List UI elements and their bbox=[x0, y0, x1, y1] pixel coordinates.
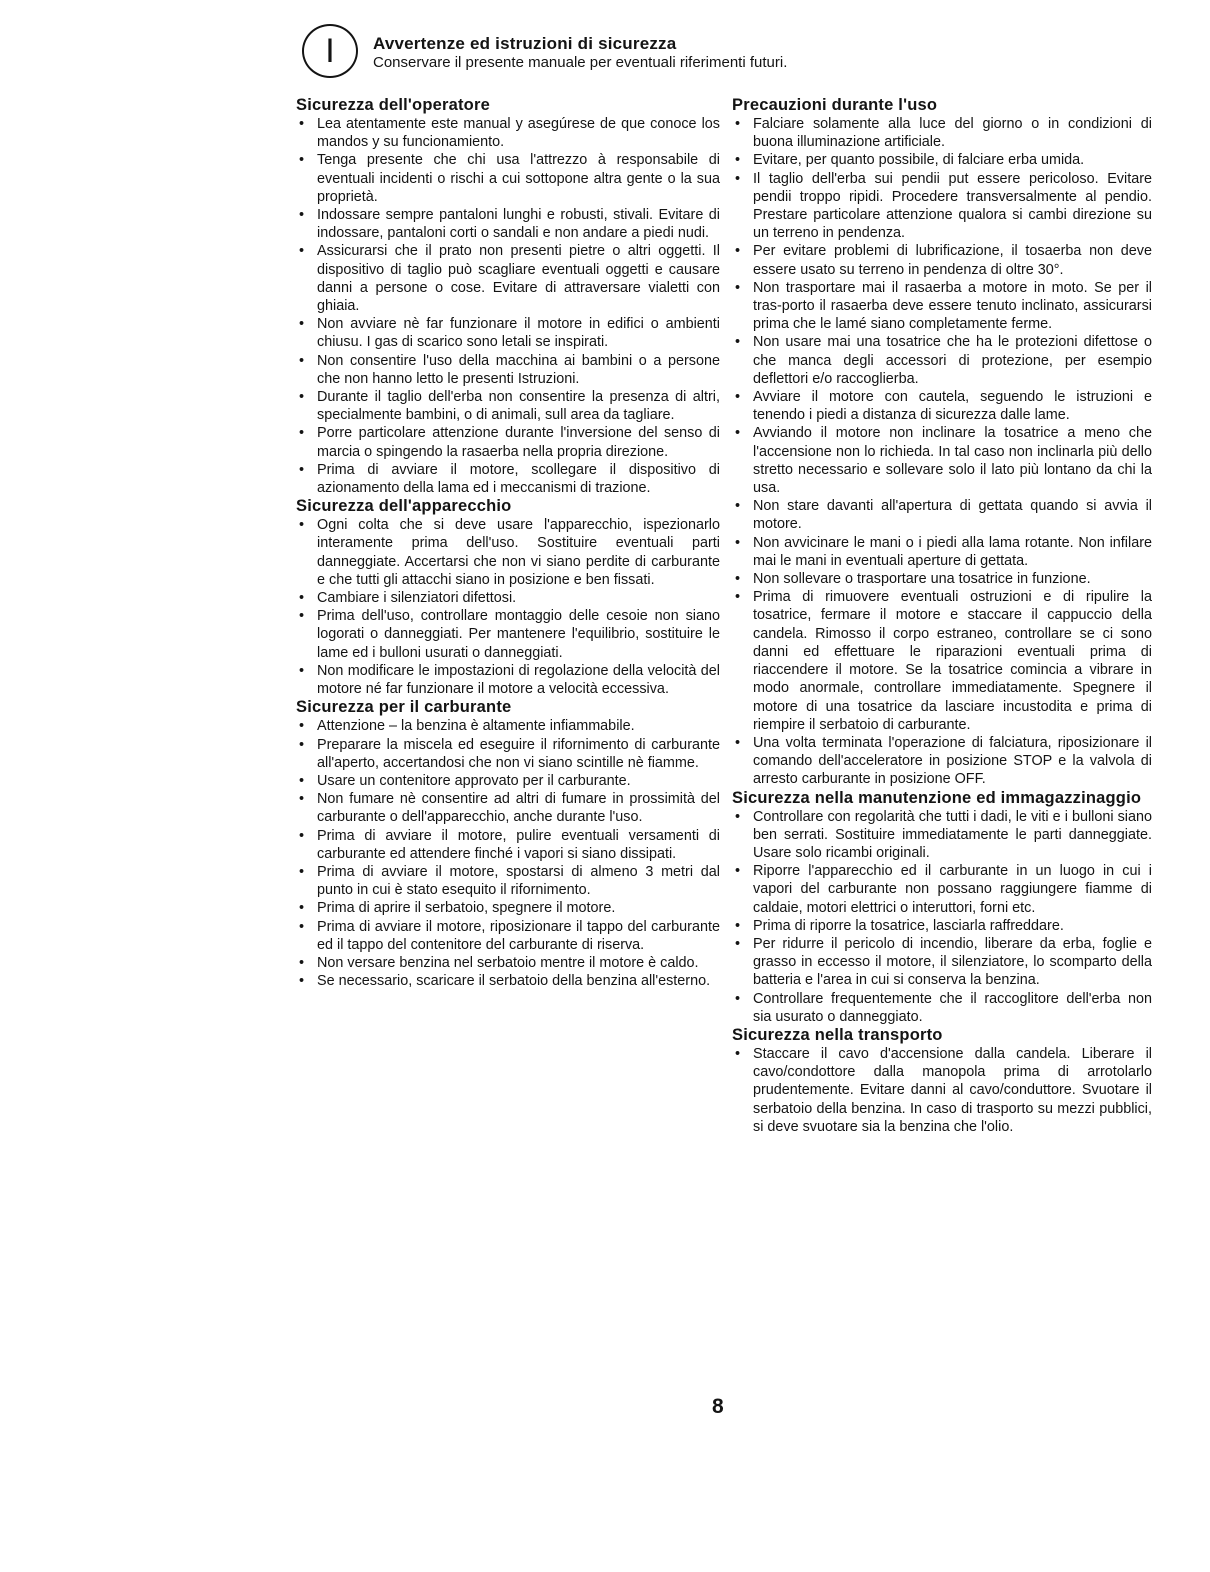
list-item bbox=[296, 461, 720, 497]
list-item bbox=[296, 736, 720, 772]
list-item bbox=[732, 170, 1152, 243]
bullet-icon: • bbox=[735, 734, 741, 751]
list-item-text: Ogni colta che si deve usare l'apparecchio, ispezionarlo interamente prima dell'uso. Sostituire eventuali parti danneggiate. Accertarsi che non vi siano perdite di carburante e che tutti gli attacchi siano in posizione e ben fissati. bbox=[317, 517, 720, 588]
list-item-text: Non modificare le impostazioni di regolazione della velocità del motore né far funzionare il motore a velocità eccessiva. bbox=[317, 662, 720, 698]
list-item bbox=[732, 588, 1152, 734]
bullet-icon: • bbox=[299, 791, 305, 808]
bullet-list bbox=[732, 808, 1152, 1026]
list-item-text: Non avvicinare le mani o i piedi alla lama rotante. Non infilare mai le mani in eventuali aperture di gettata. bbox=[753, 534, 1152, 569]
bullet-icon: • bbox=[299, 608, 305, 625]
bullet-icon: • bbox=[299, 152, 305, 169]
list-item-text: Prima di avviare il motore, riposizionare il tappo del carburante ed il tappo del contenitore del carburante di riserva. bbox=[317, 918, 720, 953]
language-badge: I bbox=[302, 24, 358, 78]
list-item bbox=[732, 151, 1152, 169]
section-title: Sicurezza dell'operatore bbox=[296, 96, 490, 114]
list-item bbox=[296, 863, 720, 899]
list-item bbox=[296, 151, 720, 206]
bullet-icon: • bbox=[299, 352, 305, 369]
bullet-icon: • bbox=[299, 772, 305, 789]
bullet-icon: • bbox=[299, 900, 305, 917]
list-item-text: Controllare con regolarità che tutti i dadi, le viti e i bulloni siano ben serrati. Sostituire immediatamente le parti danneggiate. Usare solo ricambi originali. bbox=[753, 808, 1152, 861]
list-item-text: Falciare solamente alla luce del giorno o in condizioni di buona illuminazione artificiale. bbox=[753, 116, 1152, 151]
list-item bbox=[732, 534, 1152, 570]
list-item-text: Non consentire l'uso della macchina ai bambini o a persone che non hanno letto le presenti Istruzioni. bbox=[317, 352, 720, 387]
list-item bbox=[732, 1045, 1152, 1136]
list-item-text: Non avviare nè far funzionare il motore in edifici o ambienti chiusu. I gas di scarico sono letali se inspirati. bbox=[317, 316, 720, 351]
bullet-icon: • bbox=[299, 662, 305, 679]
section bbox=[732, 1026, 1152, 1136]
bullet-icon: • bbox=[299, 918, 305, 935]
list-item bbox=[732, 862, 1152, 917]
bullet-icon: • bbox=[299, 517, 305, 534]
list-item bbox=[732, 990, 1152, 1026]
list-item bbox=[296, 899, 720, 917]
list-item bbox=[296, 954, 720, 972]
bullet-icon: • bbox=[299, 973, 305, 990]
bullet-list bbox=[296, 717, 720, 990]
list-item-text: Cambiare i silenziatori difettosi. bbox=[317, 590, 517, 607]
list-item bbox=[296, 662, 720, 698]
bullet-list bbox=[296, 115, 720, 497]
section-title: Sicurezza nella transporto bbox=[732, 1025, 943, 1044]
list-item bbox=[732, 917, 1152, 935]
document-title: Avvertenze ed istruzioni di sicurezza bbox=[373, 34, 677, 53]
list-item bbox=[296, 607, 720, 662]
list-item-text: Riporre l'apparecchio ed il carburante in un luogo in cui i vapori del carburante non possano raggiungere fiamme di caldaie, motori elettrici o interuttori, forni etc. bbox=[753, 863, 1152, 916]
list-item bbox=[732, 333, 1152, 388]
list-item bbox=[296, 772, 720, 790]
list-item bbox=[732, 808, 1152, 863]
bullet-icon: • bbox=[299, 425, 305, 442]
list-item bbox=[296, 516, 720, 589]
bullet-icon: • bbox=[299, 116, 305, 132]
list-item-text: Prima dell'uso, controllare montaggio delle cesoie non siano logorati o danneggiati. Per mantenere l'equilibrio, sostituire le lame ed i bulloni usurati o danneggiati. bbox=[317, 608, 720, 661]
list-item bbox=[296, 717, 720, 735]
list-item-text: Preparare la miscela ed eseguire il rifornimento di carburante all'aperto, accertandosi che non vi siano scintille nè fiamme. bbox=[317, 736, 720, 771]
bullet-icon: • bbox=[735, 534, 741, 551]
section bbox=[296, 698, 720, 990]
bullet-icon: • bbox=[299, 863, 305, 880]
list-item-text: Se necessario, scaricare il serbatoio della benzina all'esterno. bbox=[317, 973, 711, 990]
bullet-icon: • bbox=[735, 152, 741, 169]
list-item bbox=[732, 388, 1152, 424]
bullet-icon: • bbox=[299, 590, 305, 607]
document-header bbox=[298, 22, 938, 82]
list-item-text: Lea atentamente este manual y asegúrese de que conoce los mandos y su funcionamiento. bbox=[317, 116, 720, 151]
list-item-text: Prima di aprire il serbatoio, spegnere il motore. bbox=[317, 900, 616, 917]
list-item bbox=[732, 115, 1152, 151]
list-item-text: Non fumare nè consentire ad altri di fumare in prossimità del carburante o dell'apparecchio, anche durante l'uso. bbox=[317, 791, 720, 826]
bullet-icon: • bbox=[735, 917, 741, 934]
list-item bbox=[732, 424, 1152, 497]
list-item bbox=[296, 206, 720, 242]
list-item bbox=[296, 827, 720, 863]
bullet-icon: • bbox=[299, 718, 305, 735]
page-number: 8 bbox=[712, 1395, 724, 1418]
list-item-text: Prima di avviare il motore, scollegare il dispositivo di azionamento della lama ed i meccanismi di trazione. bbox=[317, 461, 720, 497]
list-item bbox=[296, 388, 720, 424]
section-title: Sicurezza dell'apparecchio bbox=[296, 497, 512, 516]
document-subtitle: Conservare il presente manuale per eventuali riferimenti futuri. bbox=[373, 54, 788, 71]
list-item-text: Avviare il motore con cautela, seguendo le istruzioni e tenendo i piedi a distanza di sicurezza dalle lame. bbox=[753, 389, 1152, 424]
list-item-text: Per ridurre il pericolo di incendio, liberare da erba, foglie e grasso in eccesso il motore, il silenziatore, lo scomparto della batteria e l'area in cui si conserva la benzina. bbox=[753, 935, 1152, 989]
bullet-icon: • bbox=[299, 243, 305, 260]
bullet-icon: • bbox=[735, 279, 741, 296]
bullet-icon: • bbox=[735, 808, 741, 825]
list-item-text: Il taglio dell'erba sui pendii put essere pericoloso. Evitare pendii troppo ripidi. Procedere transversalmente al pendio. Prestare particolare attenzione qualora si cambi direzione su un terreno in pendenza. bbox=[753, 170, 1152, 242]
right-column bbox=[732, 96, 1152, 1136]
left-column bbox=[296, 96, 720, 990]
section bbox=[296, 497, 720, 698]
list-item-text: Prima di avviare il motore, pulire eventuali versamenti di carburante ed attendere finché i vapori si siano dissipati. bbox=[317, 827, 720, 862]
list-item bbox=[732, 935, 1152, 990]
bullet-icon: • bbox=[735, 116, 741, 132]
bullet-icon: • bbox=[299, 207, 305, 224]
list-item bbox=[732, 570, 1152, 588]
list-item-text: Controllare frequentemente che il raccoglitore dell'erba non sia usurato o danneggiato. bbox=[753, 990, 1152, 1025]
list-item-text: Non usare mai una tosatrice che ha le protezioni difettose o che manca degli accessori di protezione, per esempio deflettori e/o raccoglierba. bbox=[753, 334, 1152, 387]
bullet-icon: • bbox=[735, 571, 741, 588]
list-item-text: Assicurarsi che il prato non presenti pietre o altri oggetti. Il dispositivo di taglio può scagliare eventuali oggetti e causare danni a persone o cose. Evitare di attraversare vialetti con ghiaia. bbox=[317, 243, 720, 315]
bullet-icon: • bbox=[299, 954, 305, 971]
list-item bbox=[296, 352, 720, 388]
list-item-text: Indossare sempre pantaloni lunghi e robusti, stivali. Evitare di indossare, pantaloni corti o sandali e non andare a piedi nudi. bbox=[317, 207, 720, 242]
list-item-text: Una volta terminata l'operazione di falciatura, riposizionare il comando dell'acceleratore in posizione STOP e la valvola di arresto carburante in posizione OFF. bbox=[753, 734, 1152, 788]
bullet-icon: • bbox=[735, 589, 741, 606]
bullet-icon: • bbox=[735, 498, 741, 515]
section bbox=[732, 96, 1152, 789]
list-item-text: Prima di avviare il motore, spostarsi di almeno 3 metri dal punto in cui è stato esequito il rifornimento. bbox=[317, 863, 720, 899]
section-title: Sicurezza per il carburante bbox=[296, 698, 512, 717]
list-item-text: Evitare, per quanto possibile, di falciare erba umida. bbox=[753, 152, 1085, 169]
list-item-text: Non stare davanti all'apertura di gettata quando si avvia il motore. bbox=[753, 498, 1152, 533]
list-item-text: Porre particolare attenzione durante l'inversione del senso di marcia o spingendo la rasaerba nella propria direzione. bbox=[317, 425, 720, 460]
list-item-text: Usare un contenitore approvato per il carburante. bbox=[317, 772, 631, 789]
list-item-text: Non versare benzina nel serbatoio mentre il motore è caldo. bbox=[317, 954, 699, 971]
bullet-icon: • bbox=[299, 461, 305, 478]
list-item bbox=[296, 589, 720, 607]
list-item bbox=[296, 972, 720, 990]
section-title: Precauzioni durante l'uso bbox=[732, 96, 938, 114]
bullet-icon: • bbox=[299, 736, 305, 753]
bullet-list bbox=[732, 1045, 1152, 1136]
list-item bbox=[296, 115, 720, 151]
section bbox=[296, 96, 720, 497]
bullet-icon: • bbox=[735, 990, 741, 1007]
list-item-text: Staccare il cavo d'accensione dalla candela. Liberare il cavo/condottore dalla manopola prima di arrotolarlo prudentemente. Evitare danni al cavo/conduttore. Svuotare il serbatoio della benzina. In caso di trasporto su mezzi pubblici, si deve svuotare sia la benzina che l'olio. bbox=[753, 1045, 1152, 1135]
bullet-list bbox=[296, 516, 720, 698]
bullet-icon: • bbox=[299, 389, 305, 406]
bullet-icon: • bbox=[735, 170, 741, 187]
bullet-icon: • bbox=[299, 827, 305, 844]
bullet-icon: • bbox=[735, 243, 741, 260]
list-item-text: Tenga presente che chi usa l'attrezzo à responsabile di eventuali incidenti o rischi a cui sottopone altra gente o la sua proprietà. bbox=[317, 152, 720, 205]
list-item bbox=[732, 734, 1152, 789]
list-item bbox=[296, 790, 720, 826]
list-item bbox=[296, 424, 720, 460]
bullet-icon: • bbox=[735, 334, 741, 351]
list-item bbox=[296, 315, 720, 351]
bullet-icon: • bbox=[735, 1045, 741, 1062]
list-item-text: Prima di riporre la tosatrice, lasciarla raffreddare. bbox=[753, 917, 1064, 934]
list-item-text: Attenzione – la benzina è altamente infiammabile. bbox=[317, 718, 635, 735]
section-title: Sicurezza nella manutenzione ed immagazzinaggio bbox=[732, 788, 1142, 807]
list-item-text: Per evitare problemi di lubrificazione, il tosaerba non deve essere usato su terreno in pendenza di oltre 30°. bbox=[753, 243, 1152, 278]
list-item-text: Durante il taglio dell'erba non consentire la presenza di altri, specialmente bambini, o di animali, sull area da tagliare. bbox=[317, 389, 720, 424]
bullet-icon: • bbox=[299, 316, 305, 333]
list-item bbox=[732, 279, 1152, 334]
bullet-icon: • bbox=[735, 389, 741, 406]
bullet-icon: • bbox=[735, 935, 741, 952]
list-item-text: Avviando il motore non inclinare la tosatrice a meno che l'accensione non lo richieda. In tal caso non inclinarla più dello stretto necessario e sollevare solo il lato più lontano da chi la usa. bbox=[753, 425, 1152, 497]
bullet-icon: • bbox=[735, 425, 741, 442]
list-item-text: Non trasportare mai il rasaerba a motore in moto. Se per il tras-porto il rasaerba deve essere tenuto inclinato, assicurarsi prima che le lamé siano completamente ferme. bbox=[753, 279, 1152, 333]
list-item-text: Non sollevare o trasportare una tosatrice in funzione. bbox=[753, 571, 1091, 588]
list-item bbox=[296, 242, 720, 315]
section bbox=[732, 789, 1152, 1026]
bullet-list bbox=[732, 115, 1152, 789]
list-item bbox=[296, 918, 720, 954]
list-item bbox=[732, 497, 1152, 533]
list-item bbox=[732, 242, 1152, 278]
bullet-icon: • bbox=[735, 863, 741, 880]
list-item-text: Prima di rimuovere eventuali ostruzioni e di ripulire la tosatrice, fermare il motore e staccare il cappuccio della candela. Rimosso il corpo estraneo, controllare se ci sono danni ed effettuare le riparazioni eventuali prima di riaccendere il motore. Se la tosatrice comincia a vibrare in modo anormale, controllare immediatamente. Spegnere il motore di una tosatrice da lasciare incustodita e prima di riempire il serbatoio di carburante. bbox=[753, 589, 1152, 733]
